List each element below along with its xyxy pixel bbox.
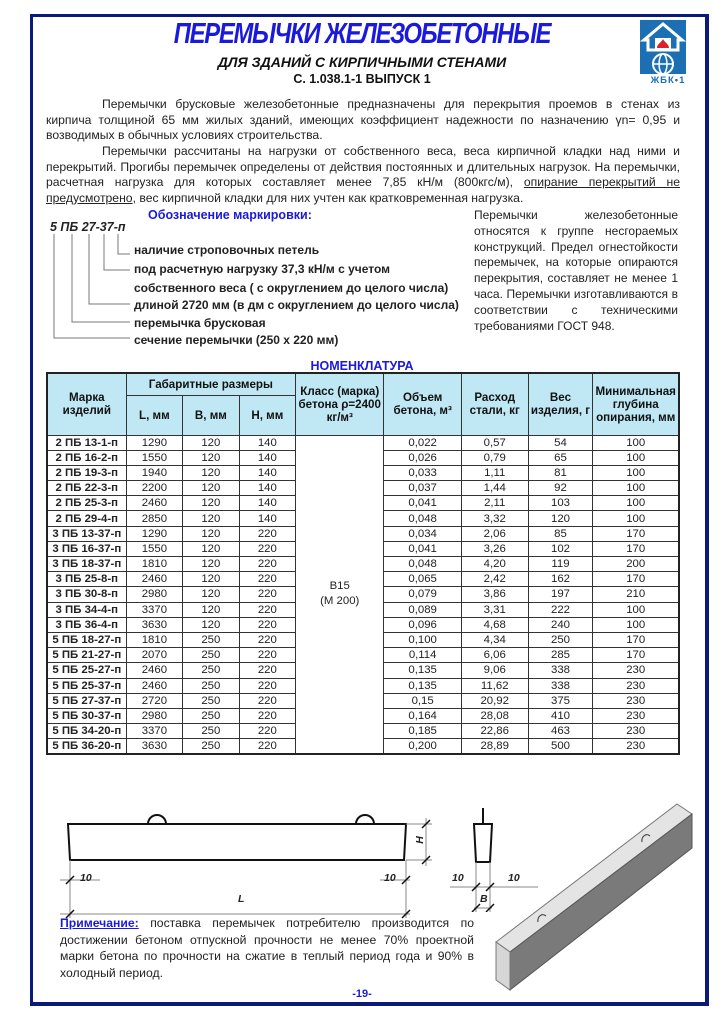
marking-item: собственного веса ( с округлением до целого числа): [134, 281, 449, 295]
table-cell: 0,022: [384, 435, 462, 450]
page-number: -19-: [352, 988, 372, 1000]
company-logo: [636, 20, 700, 90]
nomenclature-table: [46, 372, 680, 755]
table-cell: 100: [593, 602, 679, 617]
table-cell: 170: [593, 632, 679, 647]
table-cell: 120: [183, 602, 239, 617]
table-cell: 2 ПБ 16-2-п: [47, 450, 126, 465]
table-cell: 0,15: [384, 693, 462, 708]
table-cell: 170: [593, 572, 679, 587]
table-cell: 220: [239, 693, 295, 708]
table-cell: 0,048: [384, 511, 462, 526]
table-cell: 1810: [126, 632, 183, 647]
table-cell: 120: [528, 511, 593, 526]
header-dims: Габаритные размеры: [126, 373, 295, 395]
table-cell: 5 ПБ 27-37-п: [47, 693, 126, 708]
table-cell: 220: [239, 648, 295, 663]
table-cell: 1290: [126, 435, 183, 450]
table-cell: 0,135: [384, 678, 462, 693]
table-cell: 3,32: [461, 511, 528, 526]
table-cell: 28,89: [461, 739, 528, 755]
table-cell: 230: [593, 693, 679, 708]
table-cell: 120: [183, 465, 239, 480]
table-cell: 1550: [126, 450, 183, 465]
marking-item: перемычка брусковая: [134, 316, 266, 330]
table-cell: 338: [528, 678, 593, 693]
table-cell: 220: [239, 617, 295, 632]
header-L: L, мм: [126, 395, 183, 435]
table-cell: 120: [183, 435, 239, 450]
table-cell: 220: [239, 602, 295, 617]
table-cell: 220: [239, 632, 295, 647]
table-cell: 2 ПБ 29-4-п: [47, 511, 126, 526]
table-cell: 0,079: [384, 587, 462, 602]
table-cell: 5 ПБ 36-20-п: [47, 739, 126, 755]
table-cell: 2200: [126, 481, 183, 496]
table-cell: 140: [239, 481, 295, 496]
table-cell: 220: [239, 572, 295, 587]
table-cell: 170: [593, 526, 679, 541]
table-cell: 250: [183, 708, 239, 723]
table-cell: 2980: [126, 708, 183, 723]
table-cell: 240: [528, 617, 593, 632]
marking-heading: Обозначение маркировки:: [148, 208, 312, 222]
table-cell: 2720: [126, 693, 183, 708]
header-steel: Расход стали, кг: [461, 373, 528, 435]
table-cell: 0,065: [384, 572, 462, 587]
table-cell: 1290: [126, 526, 183, 541]
table-cell: 220: [239, 724, 295, 739]
table-cell: 102: [528, 541, 593, 556]
table-cell: 250: [183, 678, 239, 693]
table-cell: 100: [593, 617, 679, 632]
table-cell: 250: [183, 693, 239, 708]
table-cell: 0,79: [461, 450, 528, 465]
table-cell: 220: [239, 739, 295, 755]
table-cell: 85: [528, 526, 593, 541]
table-cell: 100: [593, 496, 679, 511]
intro-paragraph-2: [46, 144, 680, 206]
marking-item: сечение перемычки (250 х 220 мм): [134, 333, 339, 347]
header-depth: Минимальная глубина опирания, мм: [593, 373, 679, 435]
table-cell: 230: [593, 663, 679, 678]
header-B: B, мм: [183, 395, 239, 435]
table-cell: 120: [183, 526, 239, 541]
table-cell: 120: [183, 557, 239, 572]
table-cell: 3 ПБ 16-37-п: [47, 541, 126, 556]
table-cell: 410: [528, 708, 593, 723]
table-cell: 3,86: [461, 587, 528, 602]
table-cell: 222: [528, 602, 593, 617]
table-cell: 3,31: [461, 602, 528, 617]
table-cell: 120: [183, 511, 239, 526]
table-cell: 463: [528, 724, 593, 739]
table-cell: 22,86: [461, 724, 528, 739]
concrete-class-cell: [296, 435, 384, 754]
table-cell: 120: [183, 496, 239, 511]
table-cell: 0,034: [384, 526, 462, 541]
table-row: [47, 435, 679, 450]
table-cell: 170: [593, 648, 679, 663]
table-cell: 54: [528, 435, 593, 450]
intro-text-2-underlined: опирание перекрытий не предусмотрено: [46, 175, 680, 205]
table-cell: 2460: [126, 496, 183, 511]
table-cell: 100: [593, 465, 679, 480]
table-cell: 2460: [126, 663, 183, 678]
table-cell: 3630: [126, 617, 183, 632]
dim-label-B: B: [480, 893, 488, 905]
table-cell: 162: [528, 572, 593, 587]
series-label: С. 1.038.1-1 ВЫПУСК 1: [293, 72, 431, 86]
table-cell: 5 ПБ 25-27-п: [47, 663, 126, 678]
table-cell: 1,44: [461, 481, 528, 496]
table-cell: 11,62: [461, 678, 528, 693]
table-cell: 220: [239, 663, 295, 678]
table-cell: 120: [183, 450, 239, 465]
table-cell: 5 ПБ 21-27-п: [47, 648, 126, 663]
table-cell: 2 ПБ 25-3-п: [47, 496, 126, 511]
marking-leader-lines: [42, 234, 132, 344]
concrete-class: В15: [329, 580, 350, 593]
header-H: H, мм: [239, 395, 295, 435]
logo-text: ЖБК•1: [650, 75, 686, 86]
lintel-elevation-drawing: [60, 800, 440, 920]
table-cell: 1550: [126, 541, 183, 556]
table-cell: 220: [239, 557, 295, 572]
lintel-3d-illustration: [492, 790, 702, 1005]
intro-text-2b: , вес кирпичной кладки для них учтен как кратковременная нагрузка.: [132, 190, 524, 205]
page-subtitle: ДЛЯ ЗДАНИЙ С КИРПИЧНЫМИ СТЕНАМИ: [217, 54, 507, 70]
note-text: поставка перемычек потребителю производится по достижении бетоном отпускной прочности не менее 70% проектной марки бетона по прочности на сжатие в теплый период года и 90% в холодный период.: [60, 916, 474, 980]
table-cell: 170: [593, 541, 679, 556]
table-cell: 120: [183, 541, 239, 556]
table-cell: 0,033: [384, 465, 462, 480]
table-cell: 2980: [126, 587, 183, 602]
table-cell: 9,06: [461, 663, 528, 678]
marking-code: 5 ПБ 27-37-п: [50, 220, 126, 234]
table-cell: 0,048: [384, 557, 462, 572]
table-cell: 3 ПБ 25-8-п: [47, 572, 126, 587]
table-cell: 0,096: [384, 617, 462, 632]
table-cell: 120: [183, 481, 239, 496]
table-cell: 120: [183, 587, 239, 602]
table-cell: 0,185: [384, 724, 462, 739]
table-cell: 100: [593, 511, 679, 526]
table-cell: 0,041: [384, 496, 462, 511]
table-cell: 2,42: [461, 572, 528, 587]
table-cell: 2460: [126, 572, 183, 587]
table-cell: 200: [593, 557, 679, 572]
table-cell: 0,114: [384, 648, 462, 663]
table-cell: 3 ПБ 13-37-п: [47, 526, 126, 541]
table-cell: 4,34: [461, 632, 528, 647]
table-cell: 210: [593, 587, 679, 602]
table-cell: 0,026: [384, 450, 462, 465]
table-cell: 3630: [126, 739, 183, 755]
table-cell: 2070: [126, 648, 183, 663]
table-cell: 5 ПБ 34-20-п: [47, 724, 126, 739]
table-cell: 5 ПБ 18-27-п: [47, 632, 126, 647]
table-cell: 140: [239, 450, 295, 465]
table-cell: 2 ПБ 22-3-п: [47, 481, 126, 496]
header-mark: Марка изделий: [47, 373, 126, 435]
table-cell: 2 ПБ 13-1-п: [47, 435, 126, 450]
table-cell: 230: [593, 708, 679, 723]
intro-text-2a: Перемычки рассчитаны на нагрузки от собственного веса, веса кирпичной кладки над ними и перекрытий. Прогибы перемычек определены от действия постоянных и длительных нагрузок. На перемычки, расчетная нагрузка для которых составляет менее 7,85 кН/м (800кгс/м),: [46, 144, 680, 189]
table-cell: 119: [528, 557, 593, 572]
table-cell: 197: [528, 587, 593, 602]
table-cell: 220: [239, 587, 295, 602]
table-cell: 103: [528, 496, 593, 511]
marking-item: длиной 2720 мм (в дм с округлением до целого числа): [134, 298, 459, 312]
table-cell: 0,164: [384, 708, 462, 723]
note-label: Примечание:: [60, 916, 139, 930]
table-cell: 500: [528, 739, 593, 755]
dim-label: 10: [508, 872, 520, 884]
table-cell: 230: [593, 678, 679, 693]
table-cell: 65: [528, 450, 593, 465]
table-cell: 2 ПБ 19-3-п: [47, 465, 126, 480]
table-cell: 6,06: [461, 648, 528, 663]
table-cell: 338: [528, 663, 593, 678]
dim-label: 10: [384, 872, 396, 884]
table-cell: 0,041: [384, 541, 462, 556]
table-cell: 2460: [126, 678, 183, 693]
header-class: Класс (марка) бетона ρ=2400 кг/м³: [296, 373, 384, 435]
table-cell: 220: [239, 541, 295, 556]
table-cell: 100: [593, 435, 679, 450]
table-cell: 3370: [126, 602, 183, 617]
table-cell: 3,26: [461, 541, 528, 556]
table-cell: 140: [239, 435, 295, 450]
dim-label: 10: [80, 872, 92, 884]
table-cell: 4,20: [461, 557, 528, 572]
table-cell: 5 ПБ 30-37-п: [47, 708, 126, 723]
table-cell: 100: [593, 481, 679, 496]
dim-label-H: H: [413, 836, 426, 844]
table-cell: 100: [593, 450, 679, 465]
table-cell: 140: [239, 511, 295, 526]
table-cell: 250: [183, 648, 239, 663]
table-cell: 0,100: [384, 632, 462, 647]
table-cell: 140: [239, 496, 295, 511]
table-cell: 1810: [126, 557, 183, 572]
table-cell: 4,68: [461, 617, 528, 632]
note-paragraph: [60, 915, 474, 981]
table-cell: 220: [239, 526, 295, 541]
table-cell: 120: [183, 572, 239, 587]
table-cell: 220: [239, 678, 295, 693]
intro-paragraph-1: [46, 97, 680, 144]
page-title: ПЕРЕМЫЧКИ ЖЕЛЕЗОБЕТОННЫЕ: [173, 18, 551, 50]
table-cell: 3 ПБ 18-37-п: [47, 557, 126, 572]
table-cell: 3370: [126, 724, 183, 739]
table-cell: 250: [183, 663, 239, 678]
dim-label: 10: [452, 872, 464, 884]
table-cell: 0,200: [384, 739, 462, 755]
table-cell: 250: [183, 739, 239, 755]
header-volume: Объем бетона, м³: [384, 373, 462, 435]
intro-text-1: Перемычки брусковые железобетонные предназначены для перекрытия проемов в стенах из кирпича толщиной 65 мм жилых зданий, имеющих коэффициент надежности по назначению γn= 0,95 и возводимых в обычных условиях строительства.: [46, 97, 680, 142]
table-cell: 0,089: [384, 602, 462, 617]
table-cell: 2,06: [461, 526, 528, 541]
table-cell: 20,92: [461, 693, 528, 708]
table-cell: 0,57: [461, 435, 528, 450]
table-cell: 250: [183, 724, 239, 739]
table-cell: 140: [239, 465, 295, 480]
table-cell: 120: [183, 617, 239, 632]
table-cell: 1940: [126, 465, 183, 480]
concrete-grade: (М 200): [320, 595, 360, 608]
table-cell: 3 ПБ 30-8-п: [47, 587, 126, 602]
table-cell: 5 ПБ 25-37-п: [47, 678, 126, 693]
fire-resistance-text: Перемычки железобетонные относятся к группе несгораемых конструкций. Предел огнестойкости перемычек, на которые опираются перекрытия, составляет не менее 1 часа. Перемычки изготавливаются в соответствии с техническими требованиями ГОСТ 948.: [474, 208, 678, 333]
table-cell: 3 ПБ 36-4-п: [47, 617, 126, 632]
table-cell: 285: [528, 648, 593, 663]
table-cell: 1,11: [461, 465, 528, 480]
table-cell: 220: [239, 708, 295, 723]
table-cell: 230: [593, 739, 679, 755]
table-cell: 250: [528, 632, 593, 647]
nomenclature-title: НОМЕНКЛАТУРА: [310, 359, 414, 373]
table-cell: 3 ПБ 34-4-п: [47, 602, 126, 617]
table-cell: 0,037: [384, 481, 462, 496]
table-cell: 2,11: [461, 496, 528, 511]
marking-item: под расчетную нагрузку 37,3 кН/м с учетом: [134, 262, 391, 276]
table-cell: 230: [593, 724, 679, 739]
table-cell: 28,08: [461, 708, 528, 723]
table-cell: 92: [528, 481, 593, 496]
header-weight: Вес изделия, г: [528, 373, 593, 435]
dim-label-L: L: [238, 893, 245, 905]
house-globe-icon: [640, 20, 686, 74]
marking-item: наличие строповочных петель: [134, 243, 320, 257]
table-cell: 81: [528, 465, 593, 480]
table-cell: 250: [183, 632, 239, 647]
table-cell: 2850: [126, 511, 183, 526]
table-cell: 375: [528, 693, 593, 708]
table-cell: 0,135: [384, 663, 462, 678]
